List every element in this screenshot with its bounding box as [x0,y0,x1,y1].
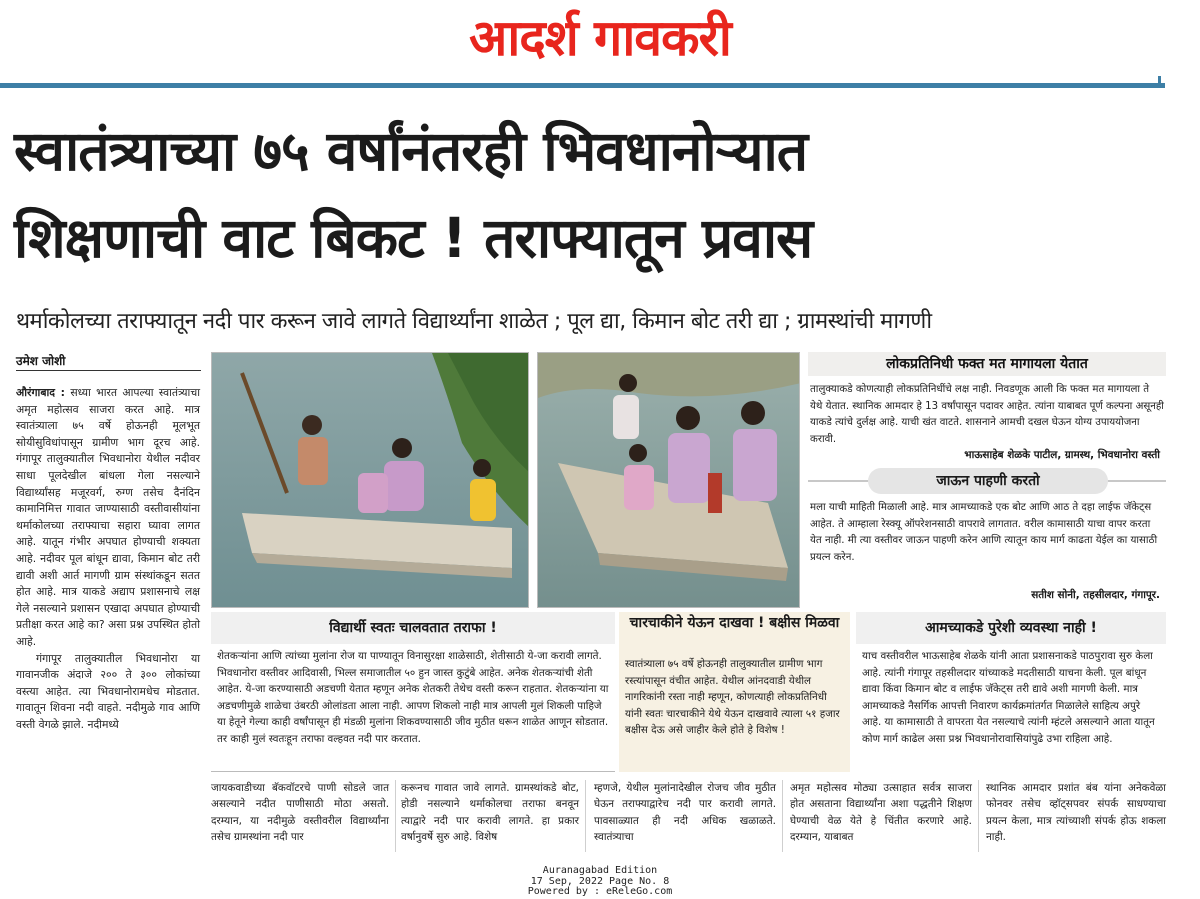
bottom-column-5: स्थानिक आमदार प्रशांत बंब यांना अनेकवेळा फोनवर तसेच व्हॉट्सपवर संपर्क साधण्याचा प्रयत्न केला, मात्र त्यांच्याशी संपर्क होऊ शकला नाही. [986,782,1166,844]
box-students-raft-text: शेतकऱ्यांना आणि त्यांच्या मुलांना रोज या पाण्यातून विनासुरक्षा शाळेसाठी, शेतीसाठी ये-जा करावी लागते. भिवधानोरा वस्तीवर आदिवासी, भिल्ल समाजातील ५० हुन जास्त कुटुंबे आहेत. अनेक शेतकऱ्यांची शेती आहेत. ये-जा करण्यासाठी अडचणी येतात म्हणून अनेक शेतकरी तेथेच वस्ती करून राहतात. शेतकऱ्यांना या अडचणीमुळे शाळेचा उंबरठी ओलांडता आला नाही. आपण शिकलो नाही मात्र आपली मुलं शिकली पाहिजे या हेतूने गेल्या काही वर्षांपासून ही मंडळी मुलांना शिकवण्यासाठी जीव मुठीत धरून शाळेत आणून सोडतात. तर काही मुलं स्वतःहून तराफा वल्हवत नदी पार करतात. [217,650,609,745]
box-insufficient-resources-text: याच वस्तीवरील भाऊसाहेब शेळके यांनी आता प्रशासनाकडे पाठपुरावा सुरु केला आहे. त्यांनी गंगापूर तहसीलदार यांच्याकडे मदतीसाठी याचना केली. पूल बांधून द्यावा किंवा किमान बोट व लाईफ जॅकेट्स तरी द्यावे अशी मागणी केली. मात्र आमच्याकडे नैसर्गिक आपत्ती निवारण कार्यक्रमांतर्गत मिळालेले साहित्य अपुरे आहे. या कामासाठी ते वापरता येत नसल्याचे त्यांनी म्हंटले असल्याने आता यातून कोण मार्ग काढेल असा प्रश्न भिवधानोरावासियांपुढे उभा राहिला आहे. [862,650,1155,745]
raft-photo-illustration-1 [212,353,529,608]
box-students-raft-title: विद्यार्थी स्वतः चालवतात तराफा ! [211,612,615,644]
left-column-para-1 [16,385,200,651]
footer-date-page: 17 Sep, 2022 Page No. 8 [530,875,670,887]
newspaper-logo: आदर्श गावकरी [469,9,731,67]
footer-powered-by[interactable]: Powered by : eReleGo.com [527,886,673,897]
headline-line-2: शिक्षणाची वाट बिकट ! तराफ्यातून प्रवास [14,206,813,270]
box-students-raft [211,612,615,772]
subheadline: थर्माकोलच्या तराफ्यातून नदी पार करून जावे लागते विद्यार्थ्यांना शाळेत ; पूल द्या, किमान बोट तरी द्या ; ग्रामस्थांची मागणी [16,309,932,334]
masthead-rule-tick [1158,76,1161,83]
left-column-body: सध्या भारत आपल्या स्वातंत्र्याचा अमृत महोत्सव साजरा करत आहे. मात्र स्वातंत्र्याला ७५ वर्षे होऊनही मूलभूत सोयीसुविधांपासून ग्रामीण भाग दूरच आहे. गंगापूर तालुक्यातील भिवधानोरा येथील नदीवर साधा पूलदेखील बांधला गेला नसल्याने विद्यार्थ्यांसह मजूरवर्ग, रुग्ण तसेच दैनंदिन कामानिमित्त गावात जाण्यासाठी वस्तीवासीयांना थर्माकोलच्या तराफ्याचा सहारा घ्यावा लागत आहे. यातून गंभीर अपघात होण्याची शक्यता आहे. नदीवर पूल बांधून द्यावा, किमान बोट तरी द्यावी अशी आर्त मागणी ग्राम संस्थांकडून सतत होत आहे. मात्र याकडे अद्याप प्रशासनाचे लक्ष गेले नसल्याने प्रशासन एखादा अपघात होण्याची प्रतीक्षा करत आहे का? असा प्रश्न उपस्थित होतो आहे. [16,386,201,648]
photo-raft-1 [211,352,529,608]
box-text-inspection: मला याची माहिती मिळाली आहे. मात्र आमच्याकडे एक बोट आणि आठ ते दहा लाईफ जॅकेट्स आहेत. ते आम्हाला रेस्क्यू ऑपरेशनसाठी वापरावे लागतात. वरील कामासाठी याचा वापर करता येत नाही. मी त्या वस्तीवर जाऊन पाहणी करेन आणि त्यातून काय मार्ग काढता येईल का यासाठी प्रयत्न करेन. [810,502,1158,563]
column-separator [782,780,783,852]
column-separator [395,780,396,852]
box-text-representatives: तालुक्याकडे कोणत्याही लोकप्रतिनिधींचे लक्ष नाही. निवडणूक आली कि फक्त मत मागायला ते येथे येतात. स्थानिक आमदार हे 13 वर्षांपासून पदावर आहेत. त्यांना याबाबत पूर्ण कल्पना असूनही याकडे त्यांचे दुर्लक्ष आहे. याची खंत वाटते. शासनाने आमची दखल घेऊन योग्य उपाययोजना करावी. [810,384,1164,445]
raft-photo-illustration-2 [538,353,800,608]
footer-edition: Auranagabad Edition [542,865,658,876]
column-separator [585,780,586,852]
box-insufficient-resources-title: आमच्याकडे पुरेशी व्यवस्था नाही ! [856,612,1166,644]
dateline: औरंगाबाद : [16,386,66,399]
column-separator [978,780,979,852]
headline-line-1: स्वातंत्र्याच्या ७५ वर्षांनंतरही भिवधानोऱ्यात [14,119,808,183]
left-column-para-2: गंगापूर तालुक्यातील भिवधानोरा या गावानजीक अंदाजे २०० ते ३०० लोकांच्या वस्त्या आहेत. त्या भिवधानोरामधेच मोडतात. गावातून शिवना नदी वाहते. नदीमुळे गाव आणि वस्ती वेगळे झाले. नदीमध्ये [16,651,200,731]
bottom-column-2: करूनच गावात जावे लागते. ग्रामस्थांकडे बोट, होडी नसल्याने थर्माकोलचा तराफा बनवून त्याद्वारे नदी पार करावी लागते. हा प्रकार वर्षानुवर्षे सुरु आहे. विशेष [401,782,579,844]
bottom-columns [0,780,1200,860]
bottom-column-3: म्हणजे, येथील मुलांनादेखील रोजच जीव मुठीत घेऊन तराफ्याद्वारेच नदी पार करावी लागते. पावसाळ्यात ही नदी अधिक खळाळते. स्वातंत्र्याचा [594,782,776,844]
bottom-column-4: अमृत महोत्सव मोठ्या उत्साहात सर्वत्र साजरा होत असताना विद्यार्थ्यांना अशा पद्धतीने शिक्षण घेण्याची वेळ येते हे चिंतीत करणारे आहे. दरम्यान, याबाबत [790,782,972,844]
left-column [16,385,200,733]
box-reward-text: स्वातंत्र्याला ७५ वर्षे होऊनही तालुक्यातील ग्रामीण भाग रस्त्यांपासून वंचीत आहेत. येथील आंनदवाडी येथील नागरिकांनी रस्ता नाही म्हणून, कोणत्याही लोकप्रतिनिधी यांनी स्वतः चारचाकीने येथे येऊन दाखवावे त्याला ५१ हजार बक्षीस देऊ असे जाहीर केले होते हे विशेष ! [625,658,840,736]
box-heading-inspection: जाऊन पाहणी करतो [868,468,1108,494]
box-heading-representatives: लोकप्रतिनिधी फक्त मत मागायला येतात [808,352,1166,376]
page-footer [0,866,1200,898]
masthead [0,0,1200,78]
byline: उमेश जोशी [16,354,66,368]
byline-rule [16,370,201,371]
photo-raft-2 [537,352,800,608]
sidebar-box-quotes [808,352,1166,606]
quote-signature-2: सतीश सोनी, तहसीलदार, गंगापूर. [1031,589,1160,601]
masthead-rule [0,83,1165,88]
bottom-column-1: जायकवाडीच्या बॅकवॉटरचे पाणी सोडले जात असल्याने नदीत पाणीसाठी मोठा असतो. दरम्यान, या नदीमुळे वस्तीवरील विद्यार्थ्यांना तसेच ग्रामस्थांना नदी पार [211,782,389,844]
quote-signature-1: भाऊसाहेब शेळके पाटील, ग्रामस्थ, भिवधानोरा वस्ती [964,449,1160,461]
box-insufficient-resources [856,612,1166,772]
box-reward-title: चारचाकीने येऊन दाखवा ! बक्षीस मिळवा [629,615,840,631]
box-reward [619,612,850,772]
